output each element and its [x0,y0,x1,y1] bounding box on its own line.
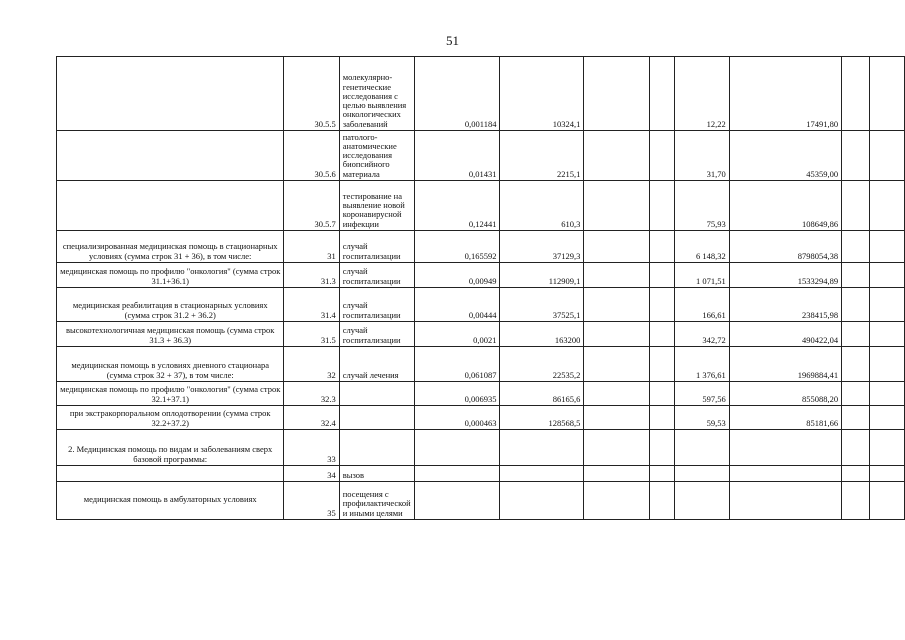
row-empty-cell [584,181,650,231]
row-number: 31.5 [284,322,339,347]
row-empty-cell [842,466,869,482]
row-total [729,482,841,520]
table-row [57,231,905,263]
row-empty-cell [842,347,869,382]
row-cost [500,482,584,520]
row-empty-cell [649,382,675,406]
row-empty-cell [584,482,650,520]
row-empty-cell [584,466,650,482]
row-cost: 2215,1 [500,131,584,181]
row-per-capita: 6 148,32 [675,231,729,263]
row-number: 34 [284,466,339,482]
table-row [57,347,905,382]
row-total: 238415,98 [729,288,841,322]
row-total: 1533294,89 [729,263,841,288]
row-cost: 86165,6 [500,382,584,406]
row-norm: 0,165592 [414,231,500,263]
row-number: 31.3 [284,263,339,288]
row-total: 1969884,41 [729,347,841,382]
norms-table [56,56,905,520]
row-empty-cell [584,382,650,406]
table-row [57,322,905,347]
row-per-capita: 342,72 [675,322,729,347]
row-unit: патолого-анатомические исследования биопсийного материала [339,131,414,181]
row-empty-cell [649,181,675,231]
row-empty-cell [584,57,650,131]
row-empty-cell [869,181,904,231]
row-norm [414,430,500,466]
row-empty-cell [649,430,675,466]
row-empty-cell [869,322,904,347]
row-number: 35 [284,482,339,520]
table-row [57,430,905,466]
row-per-capita: 1 376,61 [675,347,729,382]
row-unit [339,382,414,406]
row-empty-cell [869,347,904,382]
row-total: 490422,04 [729,322,841,347]
row-empty-cell [649,347,675,382]
row-empty-cell [842,406,869,430]
row-norm: 0,001184 [414,57,500,131]
row-cost: 610,3 [500,181,584,231]
row-norm: 0,12441 [414,181,500,231]
row-empty-cell [649,466,675,482]
row-number: 31.4 [284,288,339,322]
row-name [57,57,284,131]
row-unit: случай госпитализации [339,322,414,347]
row-number: 32 [284,347,339,382]
row-per-capita: 1 071,51 [675,263,729,288]
row-per-capita [675,482,729,520]
row-name: медицинская помощь в условиях дневного стационара (сумма строк 32 + 37), в том числе: [57,347,284,382]
row-number: 30.5.7 [284,181,339,231]
row-empty-cell [869,406,904,430]
row-unit: вызов [339,466,414,482]
table-row [57,288,905,322]
row-unit: случай лечения [339,347,414,382]
row-total [729,466,841,482]
row-norm: 0,01431 [414,131,500,181]
row-total: 17491,80 [729,57,841,131]
row-empty-cell [842,131,869,181]
row-empty-cell [649,322,675,347]
table-row [57,406,905,430]
row-empty-cell [842,181,869,231]
row-name: высокотехнологичная медицинская помощь (сумма строк 31.3 + 36.3) [57,322,284,347]
row-name [57,131,284,181]
row-empty-cell [584,288,650,322]
row-empty-cell [584,406,650,430]
row-unit: тестирование на выявление новой коронавирусной инфекции [339,181,414,231]
row-empty-cell [584,131,650,181]
row-empty-cell [869,57,904,131]
row-empty-cell [649,131,675,181]
row-norm: 0,006935 [414,382,500,406]
row-empty-cell [584,322,650,347]
row-per-capita [675,430,729,466]
row-total: 8798054,38 [729,231,841,263]
row-empty-cell [869,430,904,466]
page-number: 51 [446,33,459,48]
table-row [57,131,905,181]
row-cost: 37525,1 [500,288,584,322]
row-empty-cell [584,231,650,263]
row-empty-cell [869,263,904,288]
row-name: специализированная медицинская помощь в стационарных условиях (сумма строк 31 + 36), в том числе: [57,231,284,263]
table-row [57,382,905,406]
row-cost [500,430,584,466]
row-name: 2. Медицинская помощь по видам и заболеваниям сверх базовой программы: [57,430,284,466]
row-per-capita [675,466,729,482]
row-cost: 10324,1 [500,57,584,131]
row-empty-cell [842,57,869,131]
row-name [57,466,284,482]
table-row [57,181,905,231]
row-total: 85181,66 [729,406,841,430]
row-unit: посещения с профилактической и иными целями [339,482,414,520]
row-empty-cell [584,430,650,466]
row-norm: 0,00949 [414,263,500,288]
row-name: медицинская помощь по профилю "онкология" (сумма строк 32.1+37.1) [57,382,284,406]
row-name [57,181,284,231]
row-empty-cell [584,347,650,382]
row-total: 855088,20 [729,382,841,406]
row-name: медицинская помощь в амбулаторных условиях [57,482,284,520]
row-empty-cell [869,288,904,322]
row-name: медицинская реабилитация в стационарных условиях (сумма строк 31.2 + 36.2) [57,288,284,322]
row-empty-cell [649,263,675,288]
row-unit: случай госпитализации [339,288,414,322]
row-cost: 112909,1 [500,263,584,288]
row-number: 33 [284,430,339,466]
row-per-capita: 31,70 [675,131,729,181]
row-per-capita: 166,61 [675,288,729,322]
row-empty-cell [842,322,869,347]
row-norm [414,482,500,520]
row-unit: случай госпитализации [339,231,414,263]
row-number: 30.5.6 [284,131,339,181]
row-empty-cell [649,406,675,430]
row-empty-cell [842,382,869,406]
row-empty-cell [869,231,904,263]
row-total: 45359,00 [729,131,841,181]
row-empty-cell [649,231,675,263]
row-empty-cell [842,482,869,520]
row-per-capita: 75,93 [675,181,729,231]
row-norm: 0,000463 [414,406,500,430]
row-empty-cell [869,466,904,482]
row-cost: 163200 [500,322,584,347]
row-empty-cell [649,482,675,520]
row-cost [500,466,584,482]
row-cost: 128568,5 [500,406,584,430]
row-empty-cell [869,482,904,520]
row-cost: 37129,3 [500,231,584,263]
table-row [57,466,905,482]
row-cost: 22535,2 [500,347,584,382]
row-empty-cell [842,231,869,263]
row-norm: 0,061087 [414,347,500,382]
row-number: 32.4 [284,406,339,430]
row-number: 30.5.5 [284,57,339,131]
table-row [57,263,905,288]
row-empty-cell [869,382,904,406]
row-empty-cell [649,57,675,131]
table-row [57,482,905,520]
row-total: 108649,86 [729,181,841,231]
row-empty-cell [869,131,904,181]
row-unit [339,430,414,466]
row-number: 31 [284,231,339,263]
row-per-capita: 59,53 [675,406,729,430]
row-name: при экстракорпоральном оплодотворении (сумма строк 32.2+37.2) [57,406,284,430]
row-norm: 0,0021 [414,322,500,347]
row-per-capita: 12,22 [675,57,729,131]
row-per-capita: 597,56 [675,382,729,406]
row-unit: молекулярно-генетические исследования с целью выявления онкологических заболеваний [339,57,414,131]
row-total [729,430,841,466]
row-empty-cell [842,263,869,288]
row-number: 32.3 [284,382,339,406]
row-norm [414,466,500,482]
row-norm: 0,00444 [414,288,500,322]
row-unit: случай госпитализации [339,263,414,288]
row-name: медицинская помощь по профилю "онкология" (сумма строк 31.1+36.1) [57,263,284,288]
table-row [57,57,905,131]
row-empty-cell [649,288,675,322]
row-unit [339,406,414,430]
row-empty-cell [842,430,869,466]
row-empty-cell [584,263,650,288]
row-empty-cell [842,288,869,322]
